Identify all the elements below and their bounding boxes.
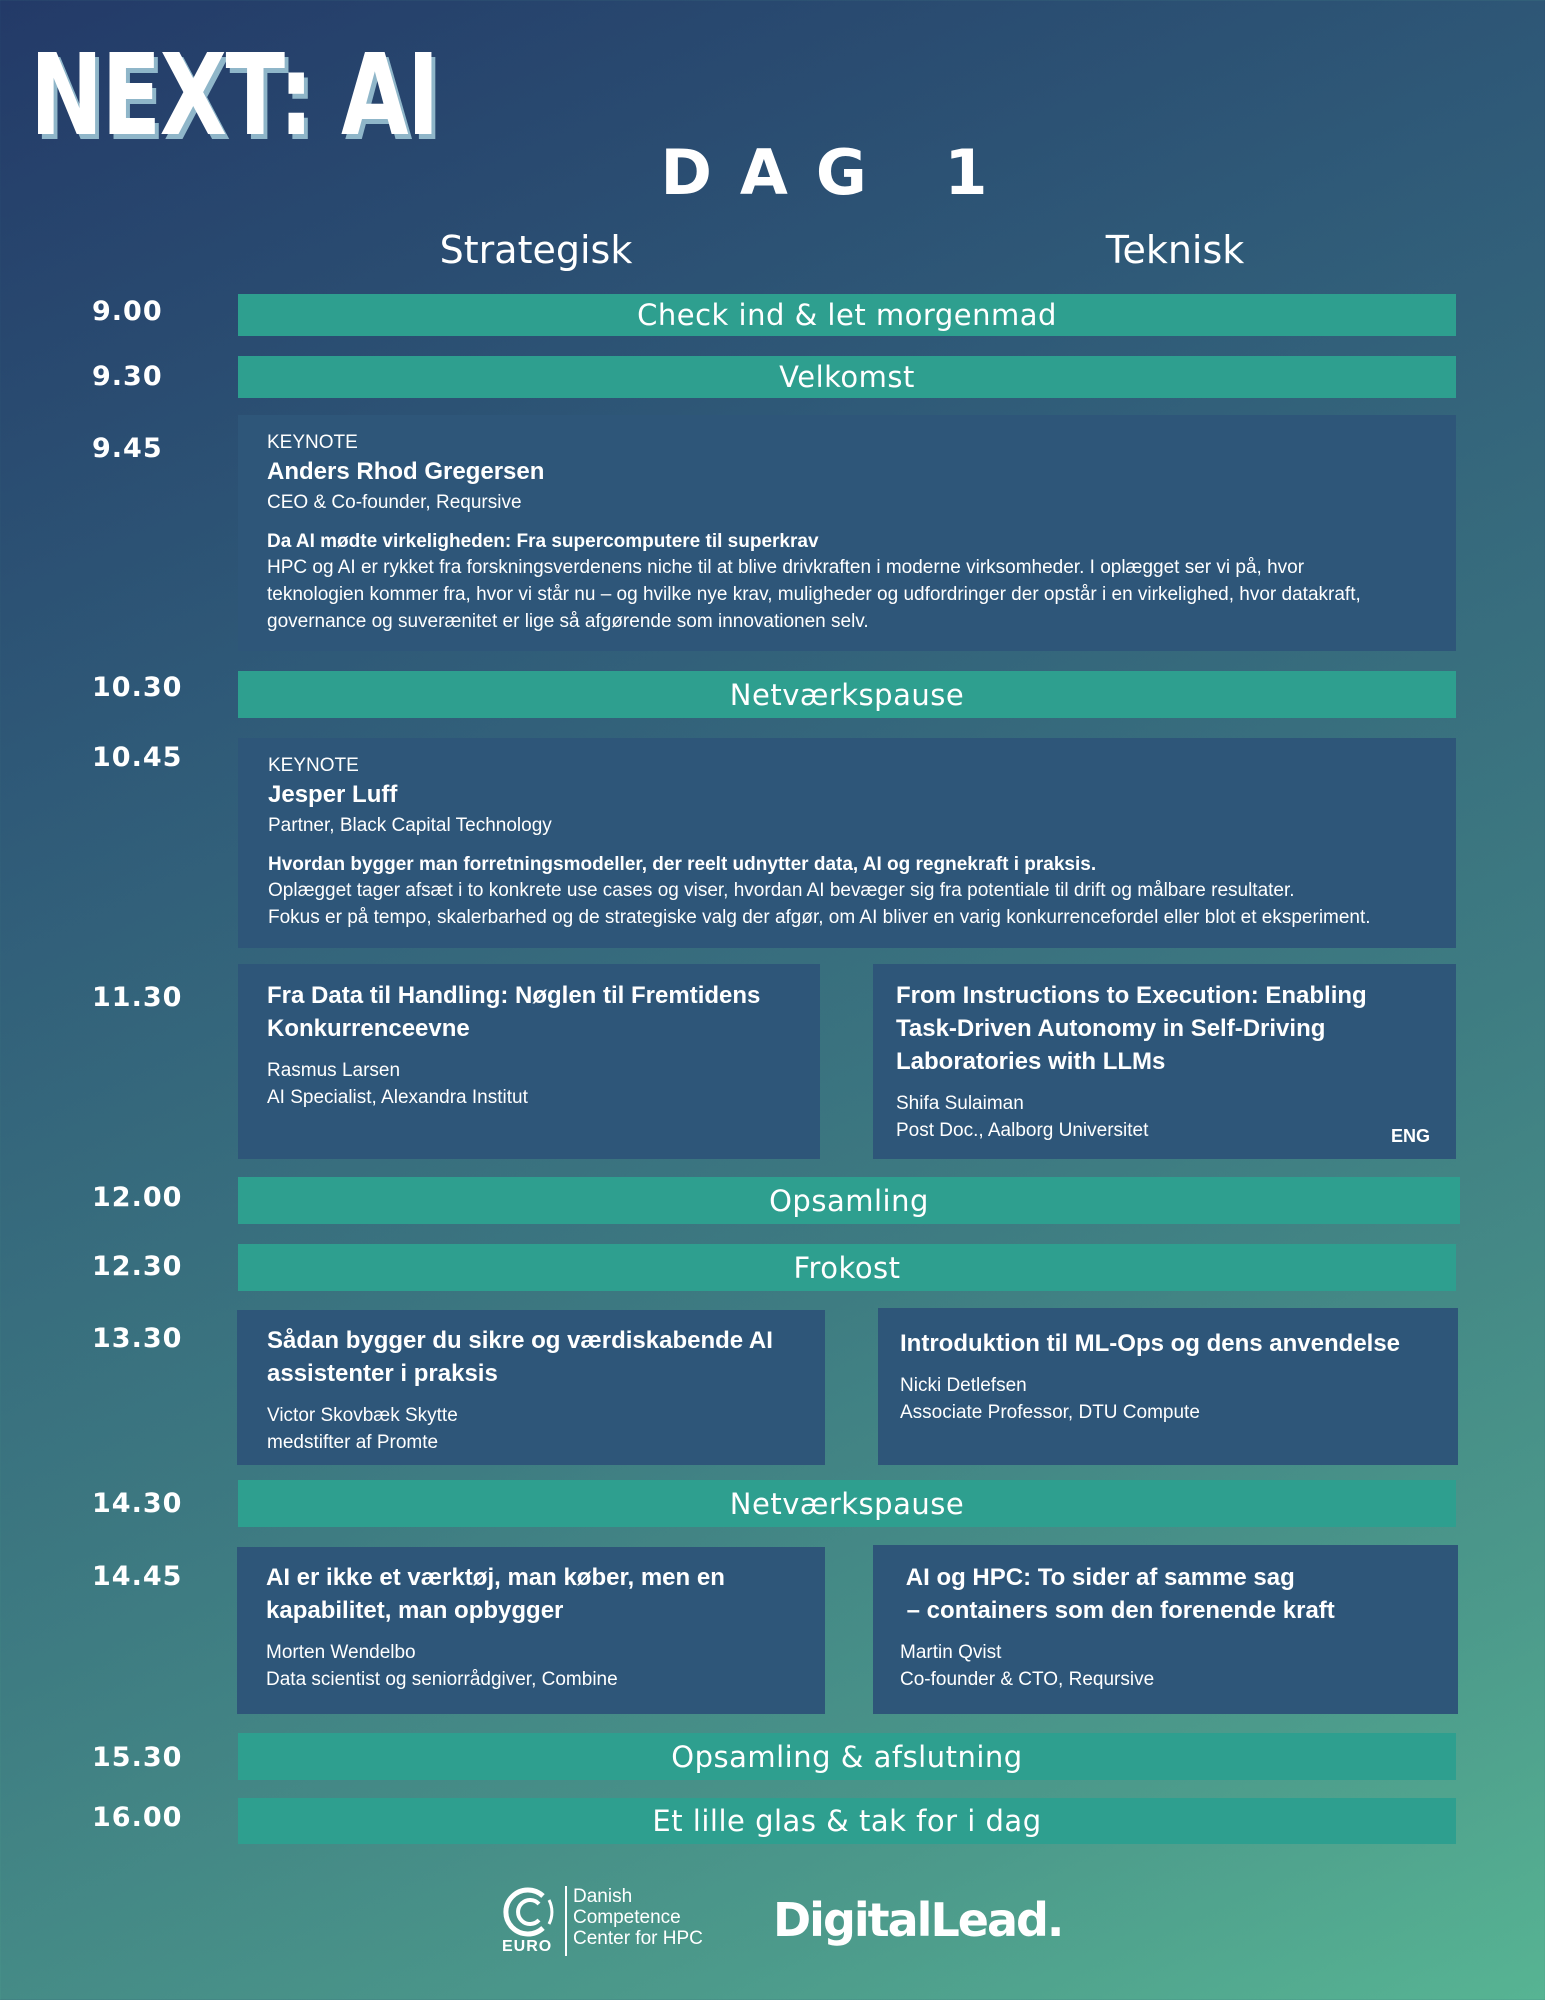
speaker-name: Morten Wendelbo	[266, 1642, 416, 1663]
speaker-name: Shifa Sulaiman	[896, 1093, 1024, 1114]
euro-cc-icon	[499, 1886, 559, 1958]
time-label: 14.45	[92, 1561, 183, 1592]
speaker-role: Partner, Black Capital Technology	[268, 815, 552, 836]
talk-description: teknologien kommer fra, hvor vi står nu – og hvilke nye krav, muligheder og udfordringer der opstår i en virkelighed, hvor datakraft,	[267, 584, 1361, 605]
session-card-technical	[873, 1545, 1458, 1714]
speaker-role: CEO & Co-founder, Reqursive	[267, 492, 522, 513]
speaker-name: Victor Skovbæk Skytte	[267, 1405, 458, 1426]
time-label: 13.30	[92, 1323, 183, 1354]
keynote-tag: KEYNOTE	[268, 755, 359, 776]
talk-title: Da AI mødte virkeligheden: Fra supercomputere til superkrav	[267, 531, 819, 552]
time-label: 15.30	[92, 1742, 183, 1773]
speaker-name: Jesper Luff	[268, 781, 398, 808]
talk-title: Hvordan bygger man forretningsmodeller, der reelt udnytter data, AI og regnekraft i praksis.	[268, 854, 1097, 875]
session-title: assistenter i praksis	[267, 1360, 498, 1387]
bar-label: Check ind & let morgenmad	[637, 298, 1057, 332]
bar-label: Et lille glas & tak for i dag	[652, 1804, 1042, 1838]
bar-break	[238, 1480, 1456, 1527]
event-title: NEXT: AI	[30, 31, 438, 161]
bar-summary-closing	[238, 1733, 1456, 1780]
talk-description: Oplægget tager afsæt i to konkrete use cases og viser, hvordan AI bevæger sig fra potentiale til drift og målbare resultater.	[268, 880, 1295, 901]
session-title: Fra Data til Handling: Nøglen til Fremtidens	[267, 982, 761, 1009]
track-heading-technical: Teknisk	[1105, 228, 1245, 272]
keynote-tag: KEYNOTE	[267, 432, 358, 453]
session-card-strategic	[237, 1310, 825, 1465]
talk-description: governance og suverænitet er lige så afgørende som innovationen selv.	[267, 611, 869, 632]
bar-label: Velkomst	[779, 360, 915, 394]
time-label: 9.30	[92, 361, 163, 392]
session-title: Konkurrenceevne	[267, 1015, 470, 1042]
time-label: 12.30	[92, 1251, 183, 1282]
talk-description: HPC og AI er rykket fra forskningsverdenens niche til at blive drivkraften i moderne virksomheder. I oplægget ser vi på, hvor	[267, 557, 1305, 578]
euro-wordmark: EURO	[502, 1938, 553, 1955]
session-title: AI og HPC: To sider af samme sag	[900, 1564, 1295, 1591]
time-label: 9.00	[92, 296, 163, 327]
bar-break	[238, 671, 1456, 718]
bar-summary	[238, 1177, 1460, 1224]
talk-description: Fokus er på tempo, skalerbarhed og de strategiske valg der afgør, om AI bliver en varig konkurrencefordel eller blot et eksperiment.	[268, 907, 1371, 928]
speaker-affiliation: Data scientist og seniorrådgiver, Combine	[266, 1669, 618, 1690]
session-card-strategic	[238, 964, 820, 1159]
speaker-affiliation: Post Doc., Aalborg Universitet	[896, 1120, 1149, 1141]
session-title: Introduktion til ML-Ops og dens anvendelse	[900, 1330, 1401, 1357]
session-title: From Instructions to Execution: Enabling	[896, 982, 1367, 1009]
session-title: – containers som den forenende kraft	[900, 1597, 1335, 1624]
session-title: Sådan bygger du sikre og værdiskabende AI	[267, 1327, 773, 1354]
time-label: 16.00	[92, 1802, 183, 1833]
session-card-technical	[878, 1308, 1458, 1465]
speaker-affiliation: AI Specialist, Alexandra Institut	[267, 1087, 528, 1108]
speaker-name: Nicki Detlefsen	[900, 1375, 1027, 1396]
dcc-line: Competence	[573, 1907, 681, 1928]
speaker-affiliation: medstifter af Promte	[267, 1432, 439, 1453]
time-label: 12.00	[92, 1182, 183, 1213]
bar-label: Netværkspause	[729, 677, 965, 712]
time-label: 9.45	[92, 433, 163, 464]
dcc-wordmark	[565, 1886, 703, 1956]
bar-label: Opsamling & afslutning	[671, 1739, 1023, 1774]
digitallead-logo: DigitalLead.	[773, 1893, 1063, 1947]
bar-lunch	[238, 1244, 1456, 1291]
time-label: 11.30	[92, 982, 183, 1013]
dcc-line: Center for HPC	[573, 1928, 703, 1949]
language-badge: ENG	[1390, 1126, 1430, 1146]
keynote-card	[238, 415, 1456, 651]
dcc-line: Danish	[573, 1886, 633, 1907]
session-title: Task-Driven Autonomy in Self-Driving	[896, 1015, 1326, 1042]
session-title: kapabilitet, man opbygger	[266, 1597, 564, 1624]
session-title: AI er ikke et værktøj, man køber, men en	[266, 1564, 725, 1591]
day-title: DAG 1	[660, 136, 1016, 209]
bar-checkin	[238, 294, 1456, 336]
keynote-card	[238, 738, 1456, 948]
speaker-name: Rasmus Larsen	[267, 1060, 401, 1081]
bar-welcome	[238, 356, 1456, 398]
time-label: 10.45	[92, 742, 183, 773]
euro-cc-logo	[499, 1886, 739, 1958]
speaker-name: Martin Qvist	[900, 1642, 1002, 1663]
speaker-affiliation: Associate Professor, DTU Compute	[900, 1402, 1200, 1423]
bar-closing	[238, 1798, 1456, 1844]
session-card-strategic	[237, 1547, 825, 1714]
bar-label: Opsamling	[769, 1183, 929, 1218]
time-label: 14.30	[92, 1488, 183, 1519]
speaker-affiliation: Co-founder & CTO, Reqursive	[900, 1669, 1155, 1690]
bar-label: Netværkspause	[729, 1486, 965, 1521]
session-card-technical	[873, 964, 1456, 1159]
session-title: Laboratories with LLMs	[896, 1048, 1166, 1075]
track-heading-strategic: Strategisk	[439, 228, 633, 272]
speaker-name: Anders Rhod Gregersen	[267, 458, 545, 485]
time-label: 10.30	[92, 672, 183, 703]
bar-label: Frokost	[793, 1250, 901, 1285]
